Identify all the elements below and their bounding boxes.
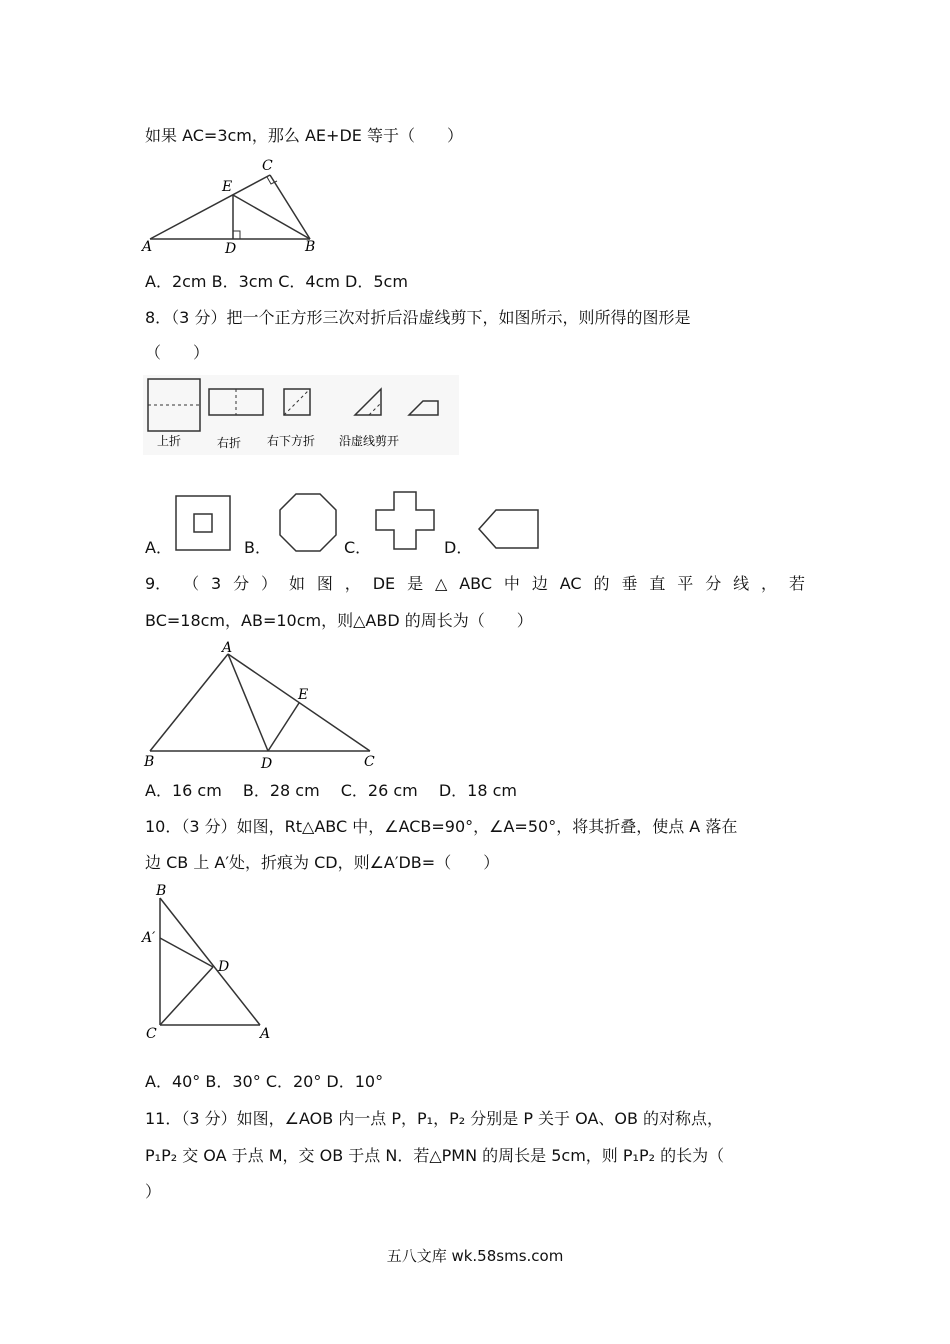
label-b: B [305,239,316,255]
segment-cb [270,175,310,239]
q7-options: A．2cm B．3cm C．4cm D．5cm [145,272,408,291]
q8-folding-figure [143,375,463,457]
q8-option-a-label: A． [145,538,172,557]
q11-text-line2: P₁P₂ 交 OA 于点 M，交 OB 于点 N．若△PMN 的周长是 5cm，则 P₁P₂ 的长为（ [145,1146,725,1165]
q7-text: 如果 AC=3cm，那么 AE+DE 等于（ ） [145,126,463,145]
q9-text-line2: BC=18cm，AB=10cm，则△ABD 的周长为（ ） [145,611,533,630]
label-d: D [218,959,230,975]
q8-option-b-label: B． [244,538,271,557]
label-b: B [144,754,155,770]
label-d: D [261,756,273,772]
label-a: A [142,239,153,255]
label-b: B [156,883,167,899]
q8-option-c-shape [374,490,438,552]
q8-option-a-shape [174,494,234,552]
segment-de [268,703,299,751]
q9-figure [140,638,390,773]
q10-text-line2: 边 CB 上 A′处，折痕为 CD，则∠A′DB=（ ） [145,853,500,872]
page-footer: 五八文库 wk.58sms.com [386,1247,564,1265]
step-label-3: 右下方折 [267,434,316,448]
q7-figure [140,155,340,255]
label-c: C [146,1026,157,1042]
step-label-4: 沿虚线剪开 [339,434,400,448]
q8-option-d-label: D． [444,538,473,557]
label-e: E [222,179,233,195]
q10-figure [138,880,278,1045]
label-c: C [262,158,273,174]
segment-eb [233,195,310,239]
q11-text-line3: ） [145,1182,162,1201]
q8-text-line1: 8．（3 分）把一个正方形三次对折后沿虚线剪下，如图所示，则所得的图形是 [145,308,691,327]
right-angle-d [233,231,240,239]
q10-options: A．40° B．30° C．20° D．10° [145,1072,384,1091]
q8-text-line2: （ ） [145,343,210,362]
q9-options: A．16 cm B．28 cm C．26 cm D．18 cm [145,781,517,800]
label-a-prime: A′ [142,930,156,946]
q8-option-b-shape [277,492,339,554]
step-label-2: 右折 [217,436,242,450]
label-e: E [298,687,309,703]
step-label-1: 上折 [157,434,182,448]
q11-text-line1: 11．（3 分）如图，∠AOB 内一点 P，P₁，P₂ 分别是 P 关于 OA、OB 的对称点， [145,1109,724,1128]
q8-option-d-shape [476,508,542,552]
segment-ba [160,898,260,1025]
segment-ac [150,175,270,239]
segment-a2d [160,938,213,967]
q9-text-line1: 9． （ 3 分 ） 如 图 ， DE 是 △ ABC 中 边 AC 的 垂 直 平 分 线 ， 若 [145,574,805,593]
label-c: C [364,754,375,770]
q10-text-line1: 10．（3 分）如图，Rt△ABC 中，∠ACB=90°，∠A=50°，将其折叠，使点 A 落在 [145,817,738,836]
label-a: A [260,1026,271,1042]
segment-cd [160,967,213,1025]
label-d: D [225,241,237,255]
segment-ab [150,654,228,751]
label-a: A [222,640,233,656]
q8-option-c-label: C． [344,538,372,557]
